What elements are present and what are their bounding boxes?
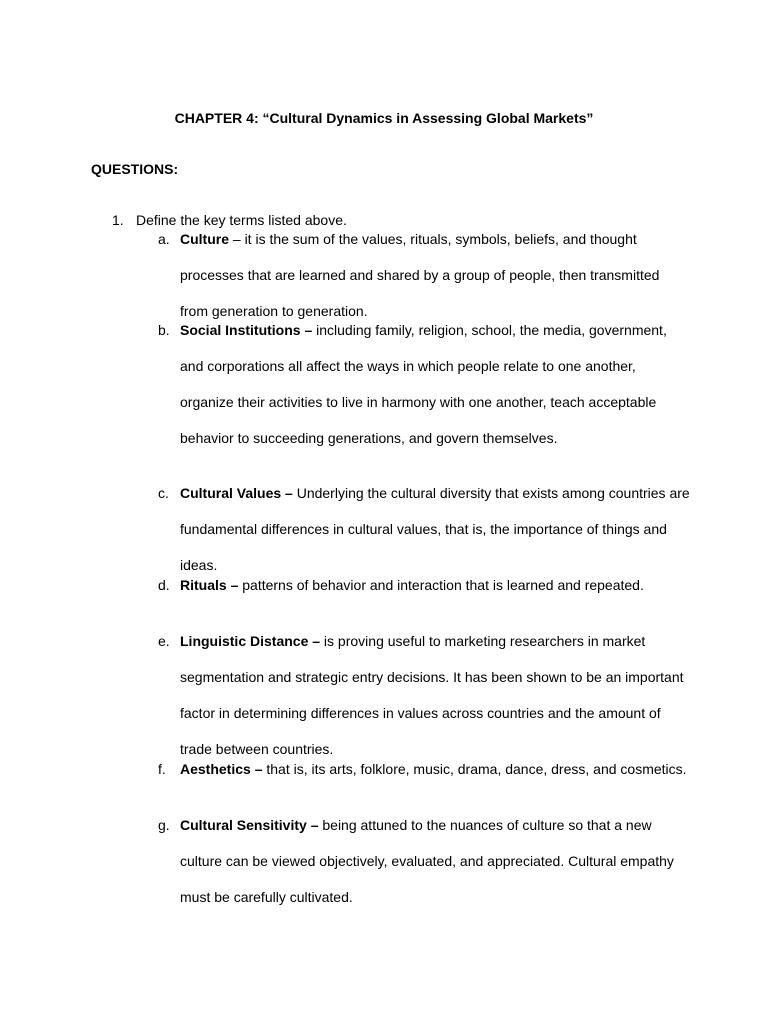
questions-heading: QUESTIONS: — [91, 161, 179, 177]
term-name: Culture — [180, 231, 229, 247]
question-text: Define the key terms listed above. — [136, 212, 347, 228]
term-definition: being attuned to the nuances of culture so that a new culture can be viewed objectively, evaluated, and appreciated. Cultural empathy must be carefully cultivated. — [180, 817, 674, 905]
term-definition: – it is the sum of the values, rituals, symbols, beliefs, and thought processes that are learned and shared by a group of people, then transmitted from generation to generation. — [180, 231, 660, 319]
term-definition: Underlying the cultural diversity that exists among countries are fundamental differences in cultural values, that is, the importance of things and ideas. — [180, 485, 690, 573]
term-body — [180, 312, 690, 456]
term-letter: e. — [158, 633, 170, 649]
term-name: Cultural Values – — [180, 485, 293, 501]
term-letter: f. — [158, 761, 166, 777]
term-definition: is proving useful to marketing researchers in market segmentation and strategic entry decisions. It has been shown to be an important factor in determining differences in values across countries and the amount of trade between countries. — [180, 633, 684, 757]
term-name: Rituals – — [180, 577, 239, 593]
term-letter: c. — [158, 485, 169, 501]
term-name: Aesthetics – — [180, 761, 263, 777]
term-letter: b. — [158, 322, 170, 338]
term-body — [180, 751, 690, 787]
term-letter: a. — [158, 231, 170, 247]
term-name: Social Institutions – — [180, 322, 313, 338]
question-number: 1. — [112, 212, 124, 228]
term-definition: including family, religion, school, the media, government, and corporations all affect the ways in which people relate to one another, organize their activities to live in harmony with one another, teach acceptable behavior to succeeding generations, and govern themselves. — [180, 322, 667, 446]
term-name: Cultural Sensitivity – — [180, 817, 319, 833]
chapter-title: CHAPTER 4: “Cultural Dynamics in Assessing Global Markets” — [174, 110, 594, 126]
term-letter: g. — [158, 817, 170, 833]
term-body — [180, 567, 690, 603]
term-definition: that is, its arts, folklore, music, drama, dance, dress, and cosmetics. — [262, 761, 687, 777]
term-body — [180, 623, 690, 767]
term-body — [180, 807, 690, 915]
term-letter: d. — [158, 577, 170, 593]
term-name: Linguistic Distance – — [180, 633, 321, 649]
term-definition: patterns of behavior and interaction that is learned and repeated. — [238, 577, 644, 593]
